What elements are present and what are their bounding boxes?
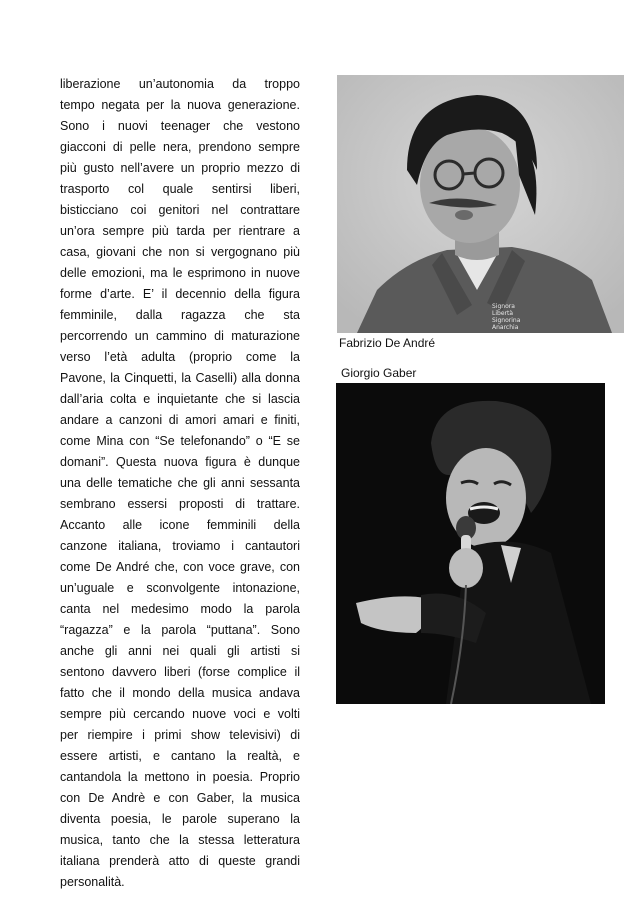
- body-text-line: un’ora sempre più tarda per rientrare a: [60, 224, 300, 238]
- body-text-line: con De Andrè e con Gaber, la musica: [60, 791, 300, 805]
- caption-fabrizio-de-andre: Fabrizio De André: [339, 336, 436, 350]
- body-text-line: delle emozioni, ma le esprimono in nuove: [60, 266, 300, 280]
- body-text-line: domani”. Questa nuova figura è dunque: [60, 455, 300, 469]
- body-text-line: una delle tematiche che gli anni sessanta: [60, 476, 300, 490]
- body-text-line: italiana prenderà atto di queste grandi: [60, 854, 300, 868]
- body-text-line: musica, tanto che la stessa letteratura: [60, 833, 300, 847]
- body-text-line: casa, giovani che non si vergognano più: [60, 245, 300, 259]
- shirt-print: Signora Libertà Signorina Anarchia: [492, 303, 521, 331]
- body-text-line: come De André che, con voce grave, con: [60, 560, 300, 574]
- body-text-line: canta nel medesimo modo la parola: [60, 602, 300, 616]
- body-text-line: fatto che il mondo della musica andava: [60, 686, 300, 700]
- body-text-line: forme d’arte. E’ il decennio della figura: [60, 287, 300, 301]
- body-text-line: verso l’età adulta (proprio come la: [60, 350, 300, 364]
- body-text-line: percorrendo un cammino di maturazione: [60, 329, 300, 343]
- portrait-illustration: [337, 75, 624, 333]
- body-text-line: canzone italiana, troviamo i cantautori: [60, 539, 300, 553]
- body-text-line: sembrano essersi proposti di trattare.: [60, 497, 300, 511]
- body-text-line: personalità.: [60, 875, 125, 889]
- body-text-line: “ragazza” e la parola “puttana”. Sono: [60, 623, 300, 637]
- body-text-line: cantandola la mettono in poesia. Proprio: [60, 770, 300, 784]
- body-text-line: bisticciano coi genitori nel contrattare: [60, 203, 300, 217]
- body-text-line: trasporto col quale sentirsi liberi,: [60, 182, 300, 196]
- body-text-line: liberazione un’autonomia da troppo: [60, 77, 300, 91]
- body-text-line: femminile, dalla ragazza che sta: [60, 308, 300, 322]
- body-text-line: sentono davvero liberi (forse complice il: [60, 665, 300, 679]
- body-text-line: Sono i nuovi teenager che vestono: [60, 119, 300, 133]
- singer-illustration: [336, 383, 605, 704]
- body-text-line: essere artisti, e cantano la realtà, e: [60, 749, 300, 763]
- body-text-line: sempre più cercando nuove voci e volti: [60, 707, 300, 721]
- caption-giorgio-gaber: Giorgio Gaber: [341, 366, 417, 380]
- body-text-line: diventa poesia, le parole superano la: [60, 812, 300, 826]
- body-text: [60, 74, 300, 893]
- body-text-line: giacconi di pelle nera, prendono sempre: [60, 140, 300, 154]
- body-text-line: per riempire i primi show televisivi) di: [60, 728, 300, 742]
- body-text-line: più gusto nell’avere un proprio mezzo di: [60, 161, 300, 175]
- body-text-line: tempo negata per la nuova generazione.: [60, 98, 300, 112]
- body-text-line: dall’aria colta e inquietante che si lascia: [60, 392, 300, 406]
- photo-giorgio-gaber: [336, 383, 605, 704]
- body-text-line: anche gli anni nei quali gli artisti si: [60, 644, 300, 658]
- body-text-line: Pavone, la Cinquetti, la Caselli) alla donna: [60, 371, 300, 385]
- body-text-line: andare a canzoni di amori amari e finiti,: [60, 413, 300, 427]
- body-text-line: Accanto alle icone femminili della: [60, 518, 300, 532]
- body-text-line: un’uguale e sconvolgente intonazione,: [60, 581, 300, 595]
- photo-fabrizio-de-andre: [337, 75, 624, 333]
- body-text-line: come Mina con “Se telefonando” o “E se: [60, 434, 300, 448]
